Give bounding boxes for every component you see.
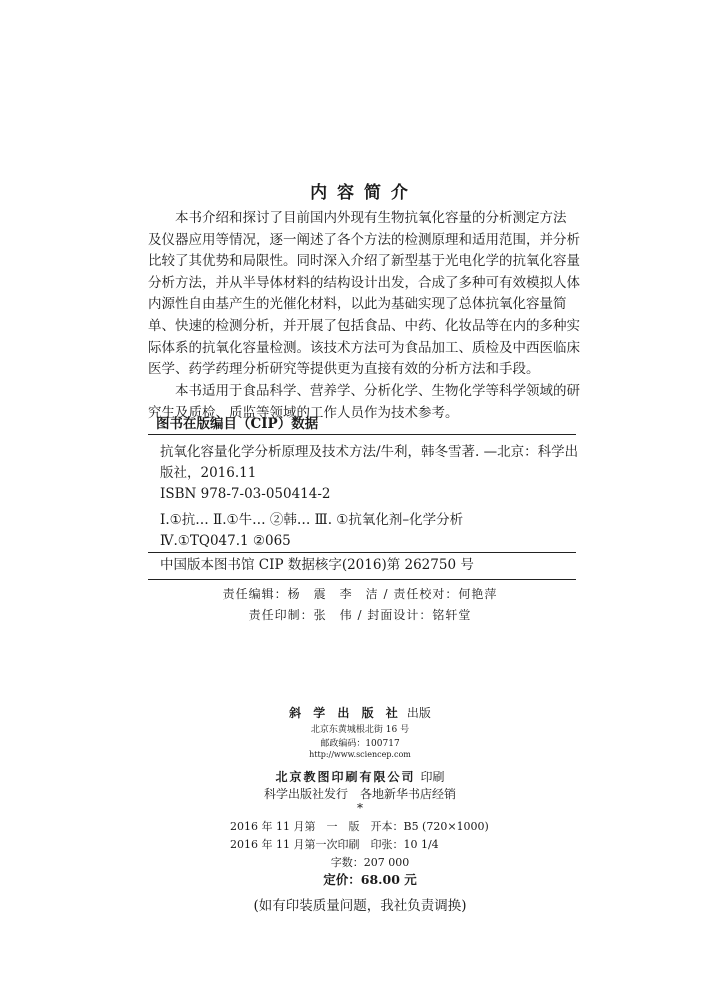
intro-line: 比较了其优势和局限性。同时深入介绍了新型基于光电化学的抗氧化容量 (148, 253, 580, 270)
edition-info: 2016 年 11 月第 一 版 开本：B5 (720×1000) (230, 820, 489, 833)
publisher-suffix: 出版 (406, 706, 431, 720)
publisher-url: http://www.sciencep.com (309, 750, 411, 759)
intro-line: 分析方法，并从半导体材料的结构设计出发，合成了多种可有效模拟人体 (148, 274, 580, 291)
editor-credits: 责任编辑：杨 震 李 洁 / 责任校对：何艳萍 (222, 587, 498, 601)
intro-line: 际体系的抗氧化容量检测。该技术方法可为食品加工、质检及中西医临床 (148, 339, 580, 356)
cip-record (160, 555, 474, 576)
printer-name: 北京教图印刷有限公司 (275, 770, 416, 784)
intro-line: 内源性自由基产生的光催化材料，以此为基础实现了总体抗氧化容量简 (148, 296, 567, 313)
distribution: 科学出版社发行 各地新华书店经销 (263, 787, 456, 801)
word-count: 字数：207 000 (330, 856, 410, 869)
intro-line: 本书适用于食品科学、营养学、分析化学、生物化学等科学领域的研 (175, 383, 580, 399)
intro-paragraph-1 (148, 208, 580, 381)
cip-classification (160, 510, 463, 552)
cip-entry (160, 442, 578, 505)
intro-line: 及仪器应用等情况，逐一阐述了各个方法的检测原理和适用范围，并分析 (148, 231, 580, 248)
cip-entry-line: 版社，2016.11 (160, 465, 257, 481)
intro-line: 究生及质检、质监等领域的工作人员作为技术参考。 (148, 404, 459, 421)
divider (148, 552, 576, 553)
intro-line: 单、快速的检测分析，并开展了包括食品、中药、化妆品等在内的多种实 (148, 317, 580, 334)
publisher-address: 北京东黄城根北街 16 号 (310, 725, 410, 735)
cip-record-number: 中国版本图书馆 CIP 数据核字(2016)第 262750 号 (160, 557, 474, 573)
cip-heading: 图书在版编目（CIP）数据 (156, 416, 319, 432)
classification-line: Ⅰ.①抗… Ⅱ.①牛… ②韩… Ⅲ. ①抗氧化剂–化学分析 (160, 512, 464, 528)
printer-suffix: 印刷 (420, 770, 445, 784)
divider (148, 579, 576, 580)
publisher-line (0, 702, 720, 721)
isbn: ISBN 978-7-03-050414-2 (160, 486, 331, 502)
publisher-logo-text: 斜 学 出 版 社 (289, 706, 402, 720)
cip-entry-line: 抗氧化容量化学分析原理及技术方法/牛利，韩冬雪著. —北京：科学出 (160, 444, 579, 460)
classification-line: Ⅳ.①TQ047.1 ②065 (160, 533, 291, 549)
intro-line: 医学、药学药理分析研究等提供更为直接有效的分析方法和手段。 (148, 361, 540, 378)
separator-star: * (357, 801, 363, 815)
production-credits: 责任印制：张 伟 / 封面设计：铭轩堂 (248, 608, 472, 622)
publisher-postcode: 邮政编码：100717 (320, 739, 400, 749)
intro-line: 本书介绍和探讨了目前国内外现有生物抗氧化容量的分析测定方法 (175, 210, 567, 226)
price: 定价：68.00 元 (323, 872, 417, 887)
page-title: 内 容 简 介 (310, 183, 410, 203)
printing-info: 2016 年 11 月第一次印刷 印张：10 1/4 (230, 838, 439, 851)
quality-note: (如有印装质量问题，我社负责调换) (253, 898, 467, 914)
printer-line (0, 766, 720, 785)
divider (148, 434, 576, 435)
